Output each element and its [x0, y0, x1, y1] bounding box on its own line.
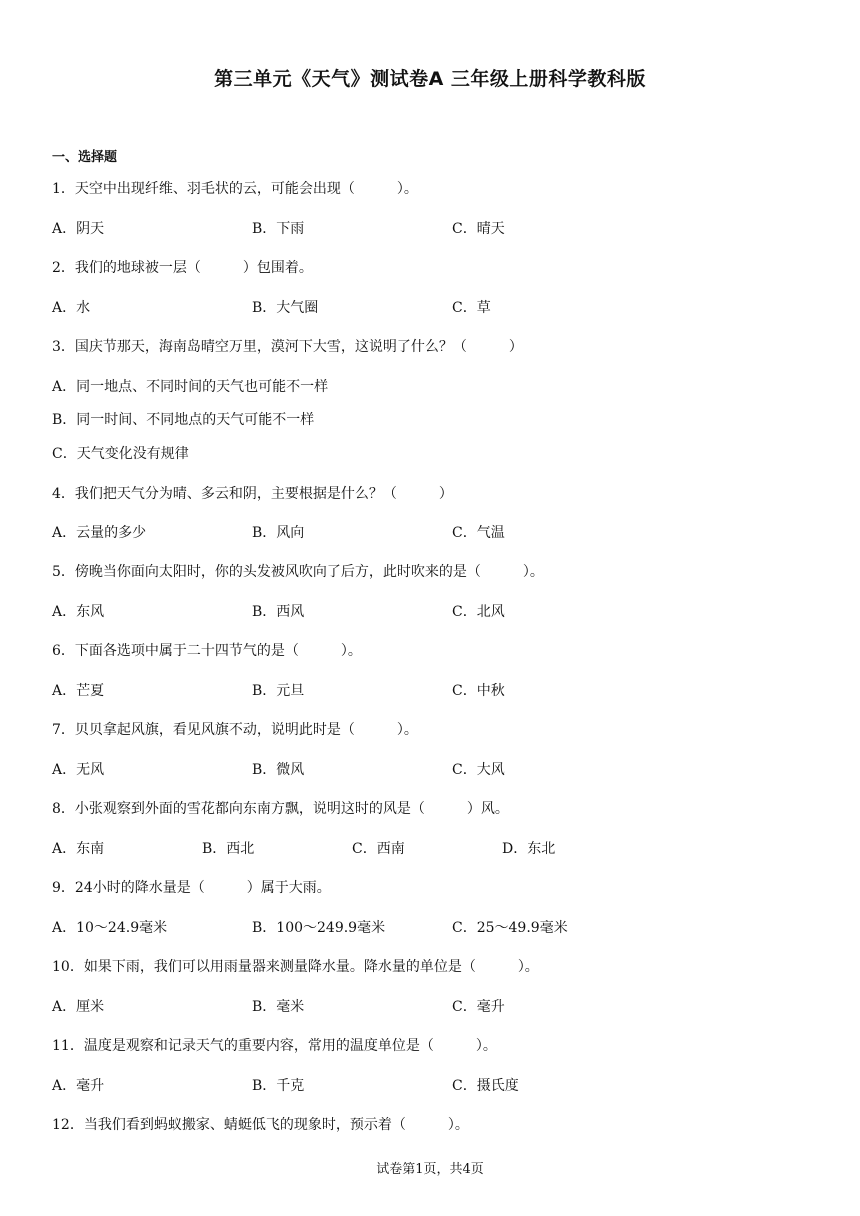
q2-option-b: B．大气圈	[252, 300, 319, 316]
q1-option-b: B．下雨	[252, 221, 305, 237]
q4-option-b: B．风向	[252, 525, 305, 541]
q3-option-c: C．天气变化没有规律	[52, 446, 189, 462]
question-1: 1．天空中出现纤维、羽毛状的云，可能会出现（ ）。	[52, 181, 418, 197]
question-11: 11．温度是观察和记录天气的重要内容，常用的温度单位是（ ）。	[52, 1038, 497, 1054]
page-footer: 试卷第1页，共4页	[376, 1162, 484, 1177]
q10-option-b: B．毫米	[252, 999, 305, 1015]
q8-option-b: B．西北	[202, 841, 255, 857]
q11-option-b: B．千克	[252, 1078, 305, 1094]
question-9: 9．24小时的降水量是（ ）属于大雨。	[52, 880, 331, 896]
question-8: 8．小张观察到外面的雪花都向东南方飘，说明这时的风是（ ）风。	[52, 801, 509, 817]
question-6: 6．下面各选项中属于二十四节气的是（ ）。	[52, 643, 362, 659]
q2-option-c: C．草	[452, 300, 491, 316]
q6-option-a: A．芒夏	[52, 683, 105, 699]
q9-option-c: C．25～49.9毫米	[452, 920, 568, 936]
q5-option-b: B．西风	[252, 604, 305, 620]
q3-option-b: B．同一时间、不同地点的天气可能不一样	[52, 412, 315, 428]
q10-option-a: A．厘米	[52, 999, 105, 1015]
question-10: 10．如果下雨，我们可以用雨量器来测量降水量。降水量的单位是（ ）。	[52, 959, 539, 975]
q10-option-c: C．毫升	[452, 999, 505, 1015]
q1-option-a: A．阴天	[52, 221, 105, 237]
q8-option-d: D．东北	[502, 841, 556, 857]
q7-option-c: C．大风	[452, 762, 505, 778]
q1-option-c: C．晴天	[452, 221, 505, 237]
q11-option-a: A．毫升	[52, 1078, 105, 1094]
q9-option-b: B．100～249.9毫米	[252, 920, 386, 936]
q4-option-c: C．气温	[452, 525, 505, 541]
q8-option-c: C．西南	[352, 841, 405, 857]
page-title: 第三单元《天气》测试卷A 三年级上册科学教科版	[214, 68, 646, 90]
q7-option-b: B．微风	[252, 762, 305, 778]
q11-option-c: C．摄氏度	[452, 1078, 519, 1094]
question-12: 12．当我们看到蚂蚁搬家、蜻蜓低飞的现象时，预示着（ ）。	[52, 1117, 469, 1133]
q4-option-a: A．云量的多少	[52, 525, 147, 541]
question-7: 7．贝贝拿起风旗，看见风旗不动，说明此时是（ ）。	[52, 722, 418, 738]
q6-option-b: B．元旦	[252, 683, 305, 699]
question-3: 3．国庆节那天，海南岛晴空万里，漠河下大雪，这说明了什么？（ ）	[52, 339, 523, 355]
q5-option-c: C．北风	[452, 604, 505, 620]
q2-option-a: A．水	[52, 300, 91, 316]
question-2: 2．我们的地球被一层（ ）包围着。	[52, 260, 313, 276]
section-heading: 一、选择题	[52, 150, 118, 165]
q7-option-a: A．无风	[52, 762, 105, 778]
q6-option-c: C．中秋	[452, 683, 505, 699]
q8-option-a: A．东南	[52, 841, 105, 857]
q3-option-a: A．同一地点、不同时间的天气也可能不一样	[52, 379, 329, 395]
q5-option-a: A．东风	[52, 604, 105, 620]
question-5: 5．傍晚当你面向太阳时，你的头发被风吹向了后方，此时吹来的是（ ）。	[52, 564, 544, 580]
question-4: 4．我们把天气分为晴、多云和阴，主要根据是什么？（ ）	[52, 486, 453, 502]
q9-option-a: A．10～24.9毫米	[52, 920, 168, 936]
